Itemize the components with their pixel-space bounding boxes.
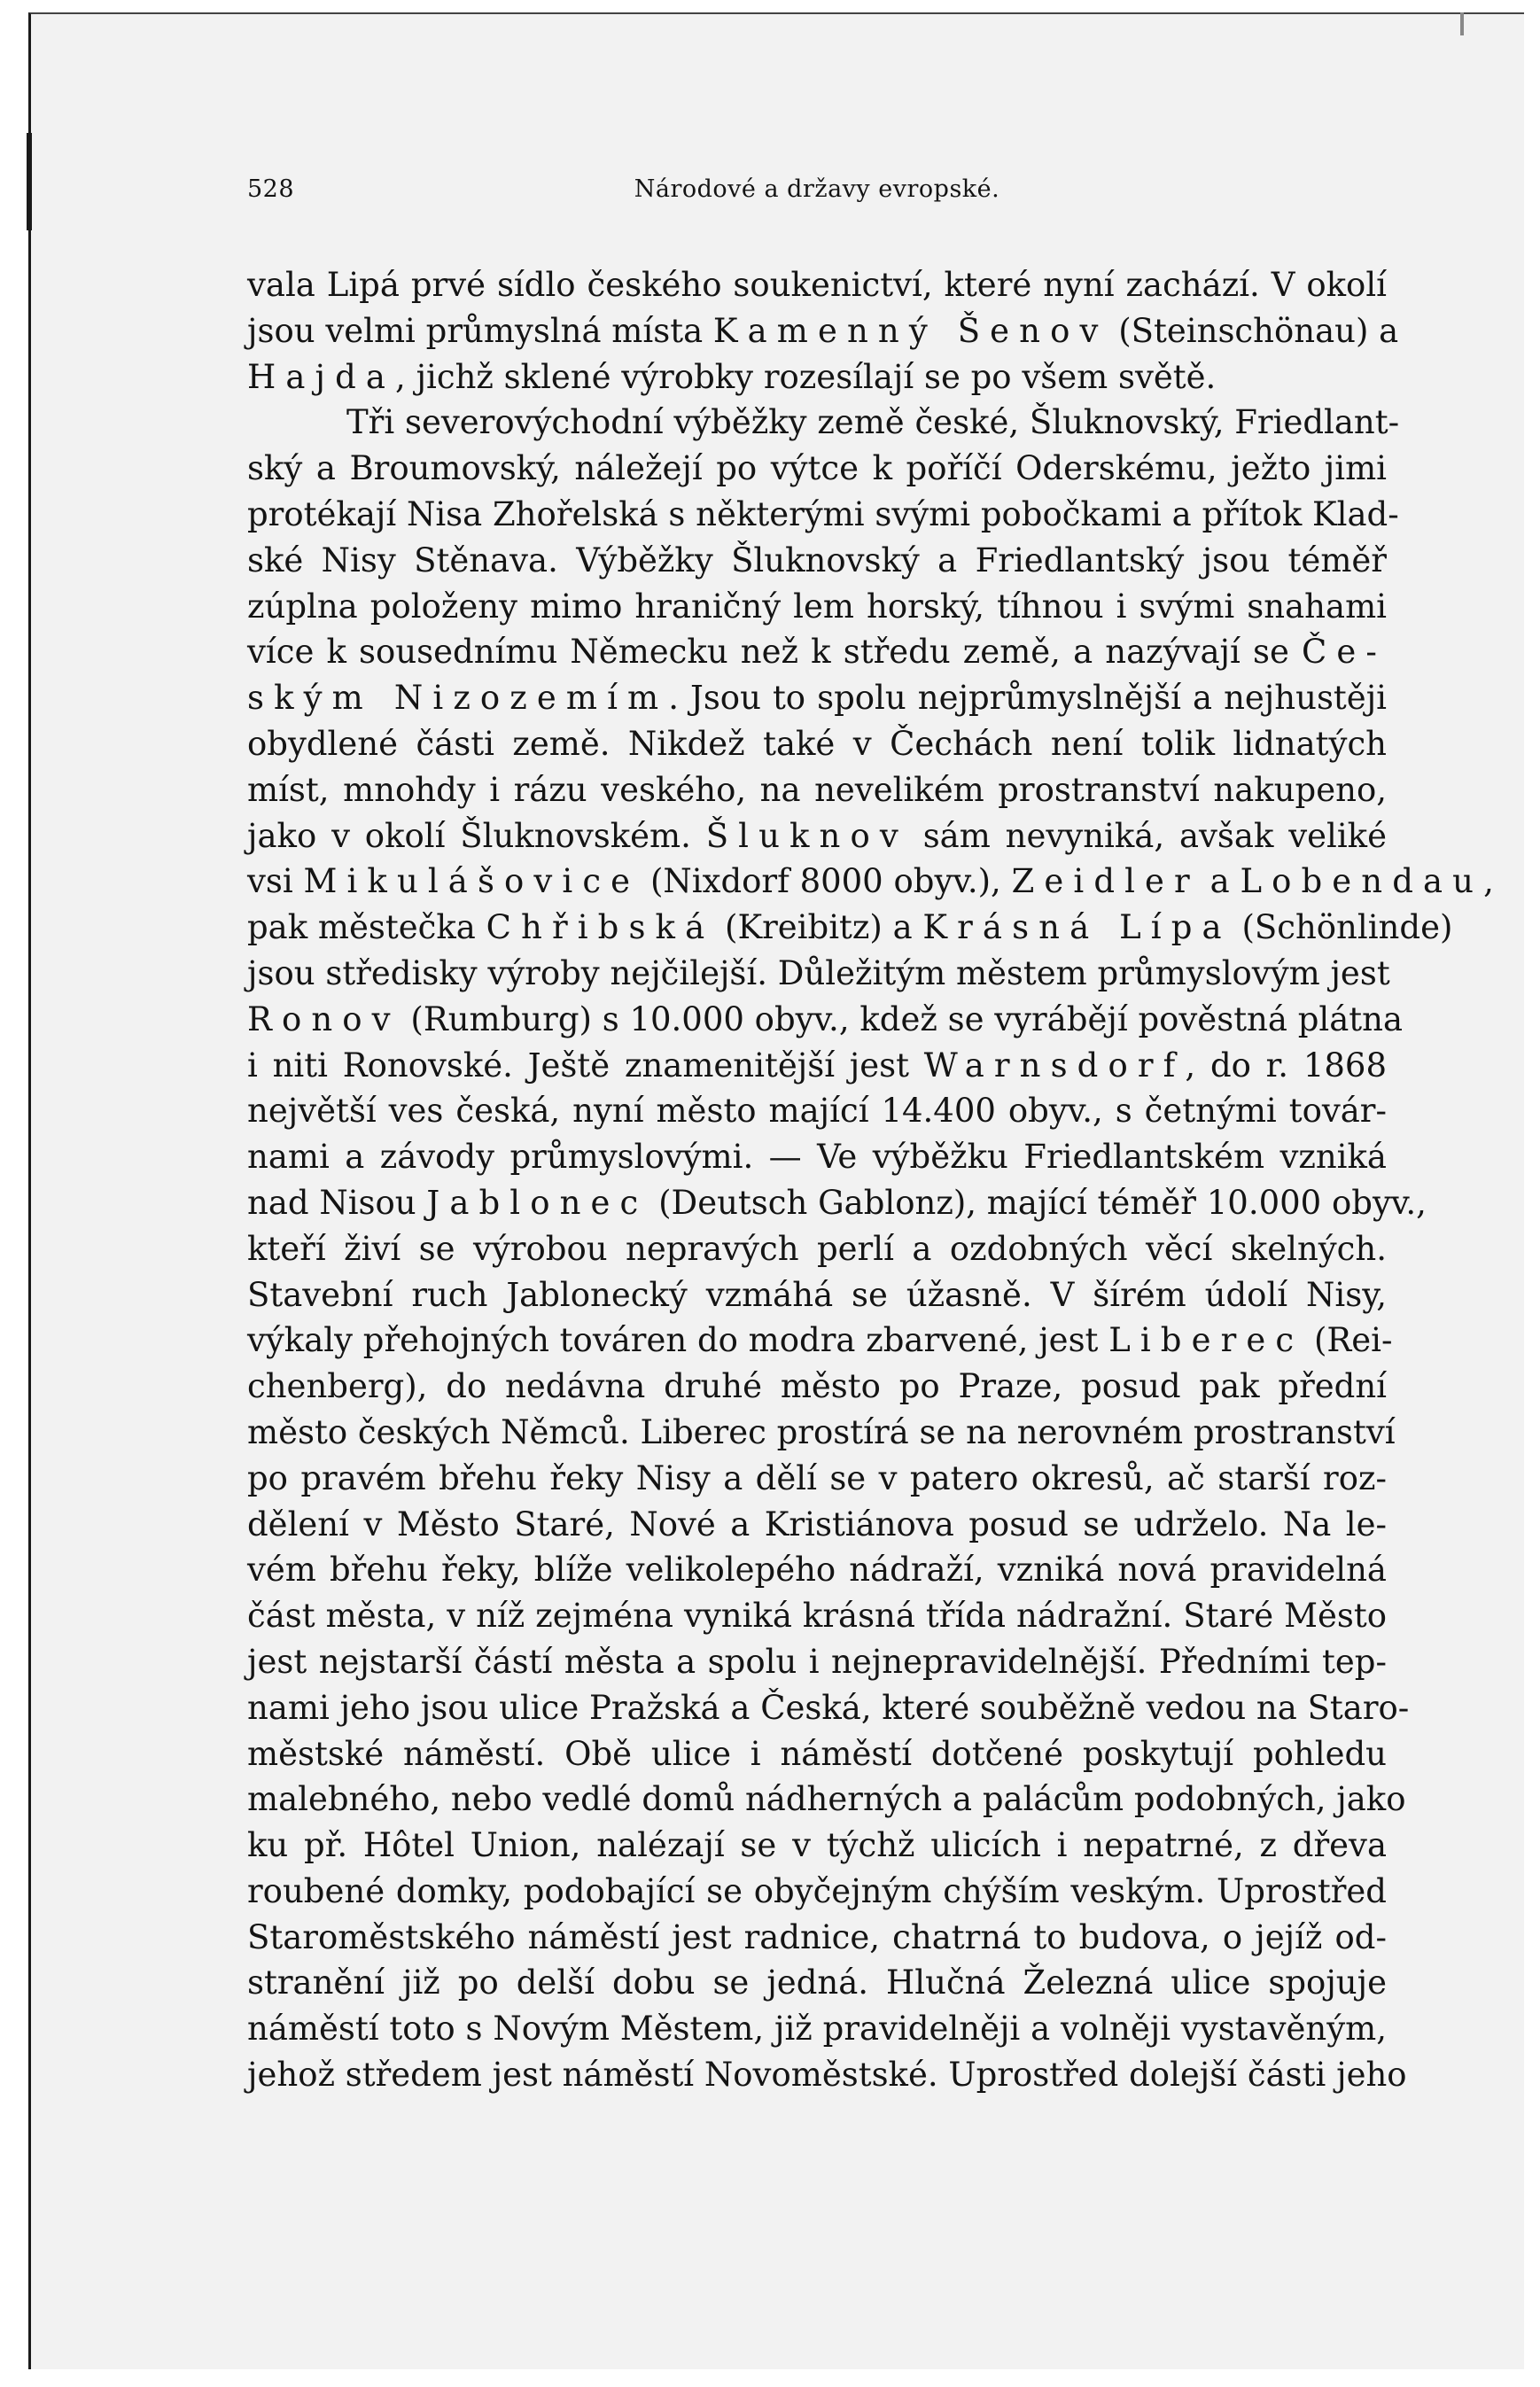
text-run: jest nejstarší částí města a spolu i nejnepravidelnější. Předními tep- [247,1642,1387,1681]
text-line [247,1547,1387,1593]
text-run: (Rei- [1303,1321,1393,1360]
text-line [247,400,1400,446]
text-line [247,629,1387,675]
text-run: , jichž sklené výrobky rozesílají se po všem světě. [395,357,1217,396]
text-line [247,2006,1387,2052]
page-header [247,175,1387,211]
text-line [247,1410,1396,1456]
text-run: (Kreibitz) a [714,908,923,947]
spaced-place-name: Zeidler [1011,862,1200,901]
spaced-place-name: Če- [1301,633,1387,672]
text-run: jsou velmi průmyslná místa [247,311,713,350]
spaced-place-name: Liberec [1108,1321,1304,1360]
body-text [247,262,1494,2098]
text-run: vsi [247,862,304,901]
text-line [247,721,1387,767]
text-line [247,997,1404,1043]
text-line [247,354,1387,400]
text-line [247,1318,1393,1364]
text-run: vala Lipá prvé sídlo českého soukenictví, které nyní zachází. V okolí [247,266,1387,304]
text-line [247,951,1390,997]
page-number: 528 [247,175,295,203]
text-run: část města, v níž zejména vyniká krásná třída nádražní. Staré Město [247,1597,1387,1636]
text-run: (Steinschönau) a [1108,311,1399,350]
text-line [247,1134,1387,1180]
spaced-place-name: Jablonec [426,1183,649,1222]
text-line [247,767,1387,813]
text-run: chenberg), do nedávna druhé město po Praze, posud pak přední [247,1367,1387,1406]
scan-edge-mark [27,133,32,230]
text-run: míst, mnohdy i rázu veského, na nevelikém prostranství nakupeno, [247,770,1387,809]
text-line [247,308,1399,354]
text-run: obydlené části země. Nikdež také v Čechách není tolik lidnatých [247,724,1387,763]
text-run: město českých Němců. Liberec prostírá se na nerovném prostranství [247,1412,1396,1451]
text-run: vém břehu řeky, blíže velikolepého nádraží, vzniká nová pravidelná [247,1551,1387,1590]
spaced-place-name: ským Nizozemím [247,679,669,718]
text-run: malebného, nebo vedlé domů nádherných a palácům podobných, jako [247,1780,1406,1819]
text-line [247,859,1494,905]
text-run: nami jeho jsou ulice Pražská a Česká, které souběžně vedou na Staro- [247,1688,1410,1727]
text-run: největší ves česká, nyní město mající 14.400 obyv., s četnými továr- [247,1092,1387,1131]
text-line [247,675,1387,721]
text-run: jsou středisky výroby nejčilejší. Důležitým městem průmyslovým jest [247,953,1390,992]
text-line [247,446,1387,492]
text-run: zúplna položeny mimo hraničný lem horský, tíhnou i svými snahami [247,587,1387,626]
spaced-place-name: Krásná Lípa [922,908,1232,947]
text-line [247,1226,1387,1272]
text-line [247,492,1399,538]
text-run: jako v okolí Šluknovském. [247,816,706,855]
text-line [247,1043,1387,1089]
text-line [247,1272,1387,1318]
spaced-place-name: Ronov [247,999,401,1038]
text-run: ské Nisy Stěnava. Výběžky Šluknovský a Friedlantský jsou téměř [247,540,1387,579]
text-line [247,1639,1387,1685]
text-run: jehož středem jest náměstí Novoměstské. Uprostřed dolejší části jeho [247,2056,1407,2095]
text-line [247,584,1387,630]
text-line [247,1731,1387,1777]
spaced-place-name: Hajda [247,357,396,396]
text-run: náměstí toto s Novým Městem, již pravidelněji a volněji vystavěným, [247,2010,1387,2049]
text-run: , do r. 1868 [1185,1046,1387,1085]
text-run: ský a Broumovský, náležejí po výtce k poříčí Oderskému, ježto jimi [247,449,1387,488]
text-run: nad Nisou [247,1183,427,1222]
text-run: (Deutsch Gablonz), mající téměř 10.000 obyv., [648,1183,1427,1222]
text-line [247,1593,1387,1639]
text-line [247,1685,1410,1731]
text-run: sám nevyniká, avšak veliké [907,816,1387,855]
text-run: pak městečka [247,908,486,947]
text-line [247,1502,1387,1548]
text-line [247,1180,1427,1226]
text-run: . Jsou to spolu nejprůmyslnější a nejhustěji [668,679,1387,718]
text-run: i niti Ronovské. Ještě znamenitější jest [247,1046,924,1085]
spaced-place-name: Mikulášovice [303,862,641,901]
text-line [247,1777,1406,1823]
text-run: , [1483,862,1494,901]
text-line [247,905,1453,951]
text-run: po pravém břehu řeky Nisy a dělí se v patero okresů, ač starší roz- [247,1458,1387,1497]
text-line [247,1456,1387,1502]
text-line [247,813,1387,859]
text-run: (Nixdorf 8000 obyv.), [640,862,1012,901]
text-run: Tři severovýchodní výběžky země české, Šluknovský, Friedlant- [346,403,1400,442]
text-run: nami a závody průmyslovými. — Ve výběžku Friedlantském vzniká [247,1138,1387,1177]
spaced-place-name: Warnsdorf [923,1046,1186,1085]
text-line [247,1364,1387,1410]
text-line [247,1960,1387,2006]
text-run: roubené domky, podobající se obyčejným chýším veským. Uprostřed [247,1871,1387,1910]
running-title: Národové a državy evropské. [634,175,1000,203]
spaced-place-name: Kamenný Šenov [712,311,1108,350]
text-run: více k sousednímu Německu než k středu země, a nazývají se [247,633,1302,672]
text-line [247,1869,1387,1915]
text-run: (Rumburg) s 10.000 obyv., kdež se vyrábějí pověstná plátna [400,999,1404,1038]
text-line [247,1088,1387,1134]
text-run: (Schönlinde) [1231,908,1453,947]
text-line [247,2052,1407,2098]
text-run: městské náměstí. Obě ulice i náměstí dotčené poskytují pohledu [247,1734,1387,1773]
text-run: dělení v Město Staré, Nové a Kristiánova posud se udrželo. Na le- [247,1505,1387,1543]
text-line [247,262,1387,308]
text-run: kteří živí se výrobou nepravých perlí a ozdobných věcí skelných. [247,1229,1387,1268]
text-line [247,538,1387,584]
text-run: stranění již po delší dobu se jedná. Hlučná Železná ulice spojuje [247,1963,1387,2002]
text-run: ku př. Hôtel Union, nalézají se v týchž ulicích i nepatrné, z dřeva [247,1826,1387,1865]
text-run: Staroměstského náměstí jest radnice, chatrná to budova, o jejíž od- [247,1917,1387,1956]
scan-corner-mark [1460,12,1464,35]
spaced-place-name: Lobendau [1240,862,1484,901]
text-run: a [1199,862,1241,901]
text-run: výkaly přehojných továren do modra zbarvené, jest [247,1321,1109,1360]
text-line [247,1915,1387,1961]
spaced-place-name: Chřibská [486,908,715,947]
text-run: Stavební ruch Jablonecký vzmáhá se úžasně. V šírém údolí Nisy, [247,1275,1387,1314]
text-line [247,1823,1387,1869]
text-run: protékají Nisa Zhořelská s některými svými pobočkami a přítok Klad- [247,494,1399,533]
spaced-place-name: Šluknov [705,816,908,855]
